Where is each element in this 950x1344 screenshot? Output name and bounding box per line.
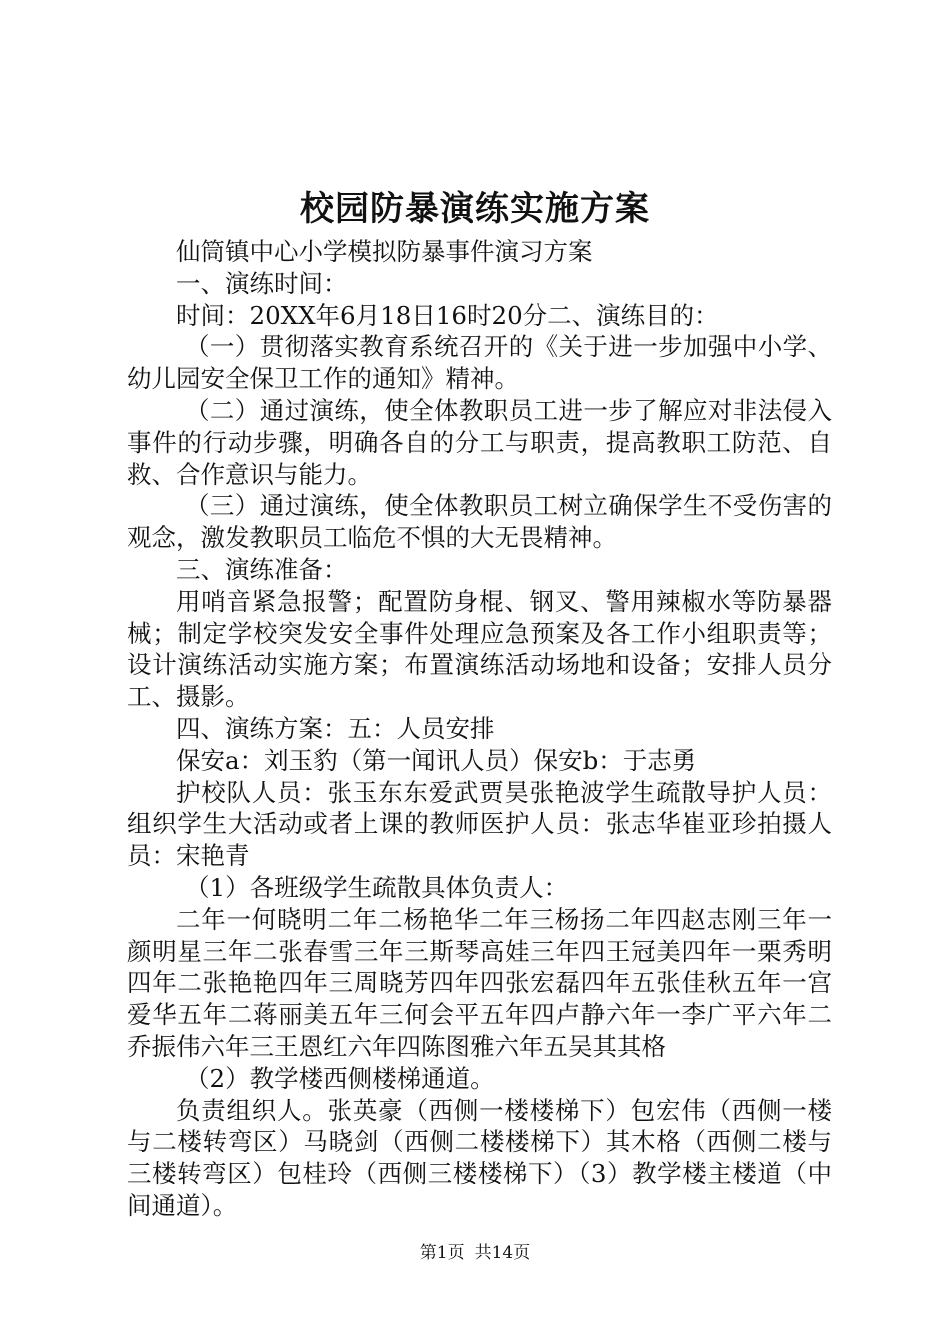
page-footer bbox=[0, 1241, 950, 1265]
document-title: 校园防暴演练实施方案 bbox=[300, 189, 650, 229]
paragraph-class-heads-title: （1）各班级学生疏散具体负责人： bbox=[185, 872, 569, 902]
paragraph-section-1: 一、演练时间： bbox=[176, 268, 348, 298]
paragraph-purpose-1: （一）贯彻落实教育系统召开的《关于进一步加强中小学、幼儿园安全保卫工作的通知》精神。 bbox=[127, 332, 832, 394]
paragraph-section-3: 三、演练准备： bbox=[176, 554, 348, 584]
page-number: 第1页 bbox=[419, 1243, 465, 1263]
paragraph-security: 保安a：刘玉豹（第一闻讯人员）保安b：于志勇 bbox=[176, 745, 697, 775]
paragraph-preparation: 用哨音紧急报警；配置防身棍、钢叉、警用辣椒水等防暴器械；制定学校突发安全事件处理应急预案及各工作小组职责等；设计演练活动实施方案；布置演练活动场地和设备；安排人员分工、摄影。 bbox=[127, 586, 832, 712]
paragraph-purpose-3: （三）通过演练，使全体教职员工树立确保学生不受伤害的观念，激发教职员工临危不惧的大无畏精神。 bbox=[127, 491, 832, 553]
paragraph-subtitle: 仙筒镇中心小学模拟防暴事件演习方案 bbox=[176, 237, 593, 266]
paragraph-west-stairs-title: （2）教学楼西侧楼梯通道。 bbox=[185, 1063, 495, 1093]
paragraph-time: 时间：20XX年6月18日16时20分二、演练目的： bbox=[176, 300, 719, 330]
paragraph-purpose-2: （二）通过演练，使全体教职员工进一步了解应对非法侵入事件的行动步骤，明确各自的分工与职责，提高教职工防范、自救、合作意识与能力。 bbox=[127, 395, 832, 489]
paragraph-staff: 护校队人员：张玉东东爱武贾昊张艳波学生疏散导护人员：组织学生大活动或者上课的教师医护人员：张志华崔亚珍拍摄人员：宋艳青 bbox=[127, 777, 832, 871]
document-body bbox=[127, 236, 832, 1222]
page-total: 共14页 bbox=[474, 1243, 531, 1263]
paragraph-west-stairs: 负责组织人。张英豪（西侧一楼楼梯下）包宏伟（西侧一楼与二楼转弯区）马晓剑（西侧二楼楼梯下）其木格（西侧二楼与三楼转弯区）包桂玲（西侧三楼楼梯下）（3）教学楼主楼道（中间通道）。 bbox=[127, 1095, 832, 1220]
paragraph-class-heads: 二年一何晓明二年二杨艳华二年三杨扬二年四赵志刚三年一颜明星三年二张春雪三年三斯琴高娃三年四王冠美四年一栗秀明四年二张艳艳四年三周晓芳四年四张宏磊四年五张佳秋五年一宫爱华五年二蒋丽美五年三何会平五年四卢静六年一李广平六年二乔振伟六年三王恩红六年四陈图雅六年五吴其其格 bbox=[127, 904, 832, 1061]
paragraph-section-4: 四、演练方案：五：人员安排 bbox=[176, 713, 495, 743]
